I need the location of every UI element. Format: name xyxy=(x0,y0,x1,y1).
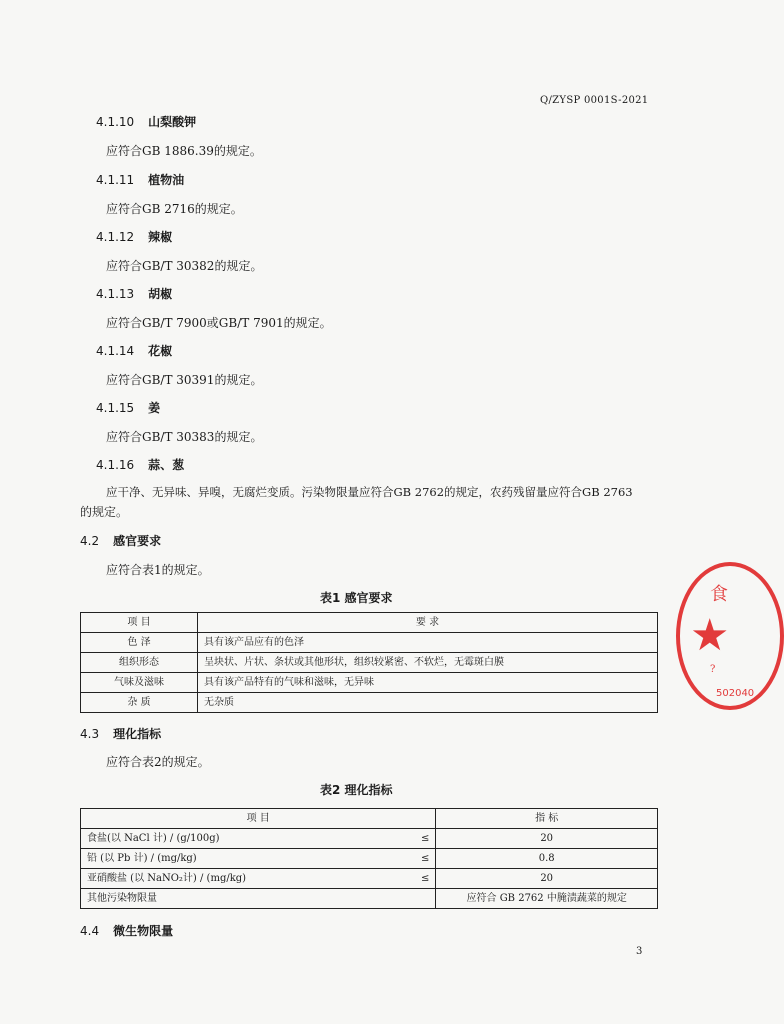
header-cell: 项 目 xyxy=(81,809,436,829)
section-heading xyxy=(96,342,172,359)
table-row xyxy=(81,673,658,693)
section-body-cont: 的规定。 xyxy=(80,505,129,519)
value-cell: 20 xyxy=(436,869,658,889)
section-number: 4.1.10 xyxy=(96,115,135,129)
section-number: 4.1.15 xyxy=(96,401,135,415)
op-cell: ≤ xyxy=(403,829,436,849)
section-body: 应符合GB/T 30382的规定。 xyxy=(106,259,263,273)
item-cell: 气味及滋味 xyxy=(81,673,198,693)
header-cell: 指 标 xyxy=(436,809,658,829)
section-number: 4.1.16 xyxy=(96,458,135,472)
item-cell: 铅 (以 Pb 计) / (mg/kg) xyxy=(81,849,404,869)
table-row xyxy=(81,849,658,869)
value-cell: 应符合 GB 2762 中腌渍蔬菜的规定 xyxy=(436,889,658,909)
requirement-cell: 具有该产品特有的气味和滋味，无异味 xyxy=(198,673,658,693)
section-title: 花椒 xyxy=(148,344,173,358)
table-row xyxy=(81,633,658,653)
sensory-table xyxy=(80,612,658,713)
physchem-table xyxy=(80,808,658,909)
item-cell: 食盐(以 NaCl 计) / (g/100g) xyxy=(81,829,404,849)
table-header-row xyxy=(81,613,658,633)
doc-code: Q/ZYSP 0001S-2021 xyxy=(540,95,649,106)
table-row xyxy=(81,889,658,909)
section-heading xyxy=(80,922,173,939)
item-cell: 其他污染物限量 xyxy=(81,889,404,909)
star-icon: ★ xyxy=(690,610,730,661)
section-heading xyxy=(96,456,184,473)
section-number: 4.1.11 xyxy=(96,173,135,187)
section-title: 感官要求 xyxy=(113,534,162,548)
section-heading xyxy=(96,399,160,416)
header-cell: 项 目 xyxy=(81,613,198,633)
section-title: 植物油 xyxy=(148,173,185,187)
seal-text: ? xyxy=(710,664,716,675)
table-row xyxy=(81,869,658,889)
section-number: 4.2 xyxy=(80,534,100,548)
table-row xyxy=(81,829,658,849)
table-caption: 表2 理化指标 xyxy=(320,783,393,797)
section-body: 应符合GB 1886.39的规定。 xyxy=(106,144,262,158)
section-number: 4.3 xyxy=(80,727,100,741)
requirement-cell: 无杂质 xyxy=(198,693,658,713)
op-cell xyxy=(403,889,436,909)
value-cell: 20 xyxy=(436,829,658,849)
table-row xyxy=(81,653,658,673)
section-number: 4.1.14 xyxy=(96,344,135,358)
section-body: 应符合GB/T 30391的规定。 xyxy=(106,373,263,387)
op-cell: ≤ xyxy=(403,849,436,869)
item-cell: 亚硝酸盐 (以 NaNO₂计) / (mg/kg) xyxy=(81,869,404,889)
section-title: 姜 xyxy=(148,401,161,415)
value-cell: 0.8 xyxy=(436,849,658,869)
section-heading xyxy=(80,532,161,549)
section-number: 4.1.13 xyxy=(96,287,135,301)
section-body: 应符合表1的规定。 xyxy=(106,563,210,577)
table-row xyxy=(81,693,658,713)
header-cell: 要 求 xyxy=(198,613,658,633)
section-number: 4.4 xyxy=(80,924,100,938)
section-body: 应符合GB/T 30383的规定。 xyxy=(106,430,263,444)
section-title: 胡椒 xyxy=(148,287,173,301)
section-heading xyxy=(80,725,161,742)
section-title: 辣椒 xyxy=(148,230,173,244)
section-body: 应符合GB 2716的规定。 xyxy=(106,202,243,216)
item-cell: 色 泽 xyxy=(81,633,198,653)
section-body: 应干净、无异味、异嗅，无腐烂变质。污染物限量应符合GB 2762的规定，农药残留量应符合GB 2763 xyxy=(106,485,633,499)
section-body: 应符合表2的规定。 xyxy=(106,755,210,769)
item-cell: 组织形态 xyxy=(81,653,198,673)
requirement-cell: 具有该产品应有的色泽 xyxy=(198,633,658,653)
requirement-cell: 呈块状、片状、条状或其他形状，组织较紧密、不软烂，无霉斑白膜 xyxy=(198,653,658,673)
item-cell: 杂 质 xyxy=(81,693,198,713)
seal-code: 502040 xyxy=(716,688,755,699)
section-number: 4.1.12 xyxy=(96,230,135,244)
section-title: 蒜、葱 xyxy=(148,458,185,472)
section-heading xyxy=(96,228,172,245)
table-header-row xyxy=(81,809,658,829)
section-heading xyxy=(96,171,184,188)
section-body: 应符合GB/T 7900或GB/T 7901的规定。 xyxy=(106,316,332,330)
table-caption: 表1 感官要求 xyxy=(320,591,393,605)
section-title: 理化指标 xyxy=(113,727,162,741)
seal-text: 食 xyxy=(710,584,728,605)
op-cell: ≤ xyxy=(403,869,436,889)
section-heading xyxy=(96,285,172,302)
section-heading xyxy=(96,113,196,130)
section-title: 微生物限量 xyxy=(113,924,174,938)
page-number: 3 xyxy=(636,946,643,957)
official-seal xyxy=(676,562,784,710)
section-title: 山梨酸钾 xyxy=(148,115,197,129)
